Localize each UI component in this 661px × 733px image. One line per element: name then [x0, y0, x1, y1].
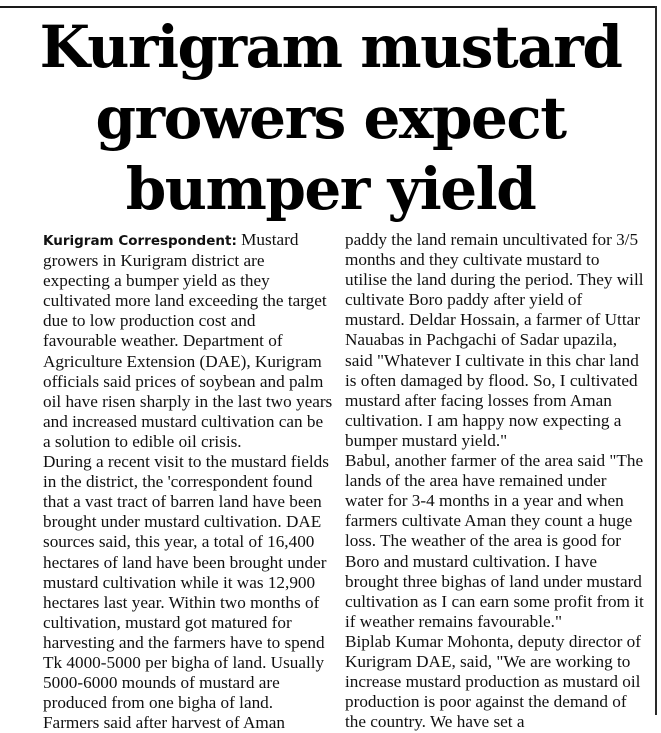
- paragraph: Babul, another farmer of the area said "The lands of the area have remained under water for 3-4 months in a year and when farmers cultivate Aman they count a huge loss. The weather of the area is good for Boro and mustard cultivation. I have brought three bighas of land under mustard cultivation as I can earn some profit from it if weather remains favourable.": [345, 451, 644, 631]
- paragraph: [43, 230, 333, 452]
- paragraph-text: Mustard growers in Kurigram district are expecting a bumper yield as they cultivated more land exceeding the target due to low production cost and favourable weather. Department of Agriculture Extension (DAE), Kurigram officials said prices of soybean and palm oil have risen sharply in the last two years and increased mustard cultivation can be a solution to edible oil crisis.: [43, 230, 333, 451]
- top-border-rule: [0, 6, 655, 8]
- byline: Kurigram Correspondent:: [43, 233, 237, 249]
- paragraph: During a recent visit to the mustard fields in the district, the 'correspondent found that a vast tract of barren land have been brought under mustard cultivation. DAE sources said, this year, a total of 16,400 hectares of land have been brought under mustard cultivation while it was 12,900 hectares last year. Within two months of cultivation, mustard got matured for harvesting and the farmers have to spend Tk 4000-5000 per bigha of land. Usually 5000-6000 mounds of mustard are produced from one bigha of land.: [43, 452, 329, 713]
- headline: [0, 12, 661, 225]
- headline-line-1: Kurigram mustard: [39, 13, 622, 81]
- article-column-right: [345, 230, 645, 732]
- paragraph: Biplab Kumar Mohonta, deputy director of Kurigram DAE, said, "We are working to increase mustard production as mustard oil production is poor against the demand of the country. We have set a: [345, 631, 641, 732]
- headline-line-3: bumper yield: [125, 155, 536, 223]
- paragraph: paddy the land remain uncultivated for 3/5 months and they cultivate mustard to utilise the land during the period. They will cultivate Boro paddy after yield of mustard. Deldar Hossain, a farmer of Uttar Nauabas in Pachgachi of Sadar upazila, said "Whatever I cultivate in this char land is often damaged by flood. So, I cultivated mustard after facing losses from Aman cultivation. I am happy now expecting a bumper mustard yield.": [345, 230, 644, 450]
- paragraph: Farmers said after harvest of Aman: [43, 713, 285, 733]
- article-column-left: [43, 230, 333, 733]
- headline-line-2: growers expect: [95, 84, 566, 152]
